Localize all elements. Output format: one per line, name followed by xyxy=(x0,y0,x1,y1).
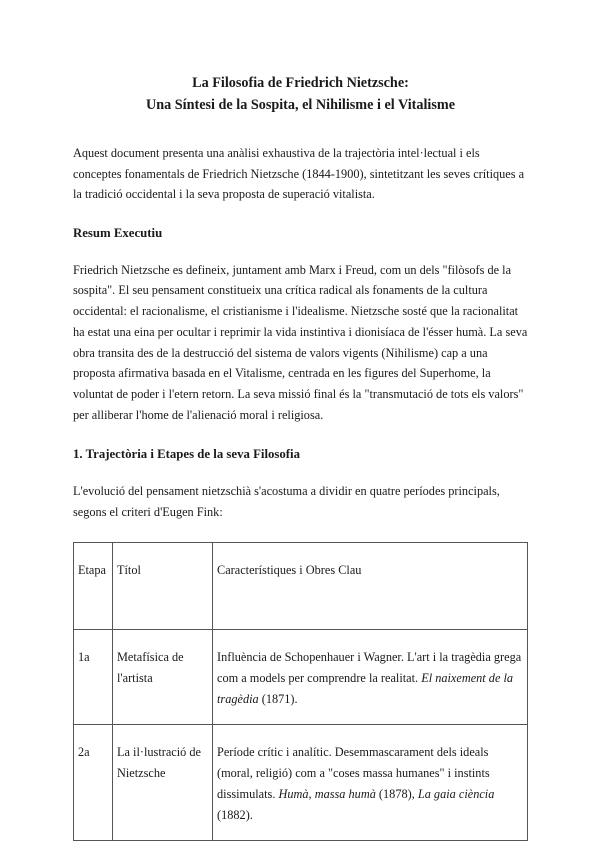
row-text: Període crític i analític. Desemmascarament dels ideals (moral, religió) com a "coses massa humanes" i instints dissimulats. xyxy=(217,745,490,802)
header-features: Característiques i Obres Clau xyxy=(213,543,528,630)
row-features xyxy=(213,630,528,725)
table-row xyxy=(74,630,528,725)
summary-heading: Resum Executiu xyxy=(73,225,163,240)
row-work-title-2: La gaia ciència xyxy=(417,787,495,802)
row-stage: 1a xyxy=(74,630,113,725)
row-work-year-2: (1882). xyxy=(217,808,253,823)
table-row xyxy=(74,725,528,841)
row-text: Influència de Schopenhauer i Wagner. L'art i la tragèdia grega com a models per comprendre la realitat. xyxy=(217,650,522,686)
stages-table xyxy=(73,542,528,841)
title-line-2: Una Síntesi de la Sospita, el Nihilisme i el Vitalisme xyxy=(146,97,455,113)
header-title: Títol xyxy=(113,543,213,630)
row-title: Metafísica de l'artista xyxy=(113,630,213,725)
row-title: La il·lustració de Nietzsche xyxy=(113,725,213,841)
title-line-1: La Filosofia de Friedrich Nietzsche: xyxy=(192,75,409,91)
table-header-row xyxy=(74,543,528,630)
row-features xyxy=(213,725,528,841)
row-stage: 2a xyxy=(74,725,113,841)
row-work-year: (1871). xyxy=(258,692,298,707)
section1-heading: 1. Trajectòria i Etapes de la seva Filosofia xyxy=(73,446,300,461)
row-work-title: Humà, massa humà xyxy=(278,787,376,802)
header-stage: Etapa xyxy=(74,543,113,630)
intro-paragraph: Aquest document presenta una anàlisi exhaustiva de la trajectòria intel·lectual i els conceptes fonamentals de Friedrich Nietzsche (1844-1900), sintetitzant les seves crítiques a la tradició occidental i la seva proposta de superació vitalista. xyxy=(73,146,525,201)
section1-paragraph: L'evolució del pensament nietzschià s'acostuma a dividir en quatre períodes principals, segons el criteri d'Eugen Fink: xyxy=(73,483,500,519)
row-work-year: (1878), xyxy=(375,787,418,802)
row-work-title: El naixement de la tragèdia xyxy=(217,671,514,707)
document-title xyxy=(73,72,528,116)
summary-paragraph: Friedrich Nietzsche es defineix, juntament amb Marx i Freud, com un dels "filòsofs de la sospita". El seu pensament constitueix una crítica radical als fonaments de la cultura occidental: el racionalisme, el cristianisme i l'idealisme. Nietzsche sosté que la racionalitat ha estat una eina per ocultar i reprimir la vida instintiva i dionisíaca de l'ésser humà. La seva obra transita des de la destrucció del sistema de valors vigents (Nihilisme) cap a una proposta afirmativa basada en el Vitalisme, centrada en les figures del Superhome, la voluntat de poder i l'etern retorn. La seva missió final és la "transmutació de tots els valors" per alliberar l'home de l'alienació moral i religiosa. xyxy=(73,262,528,423)
